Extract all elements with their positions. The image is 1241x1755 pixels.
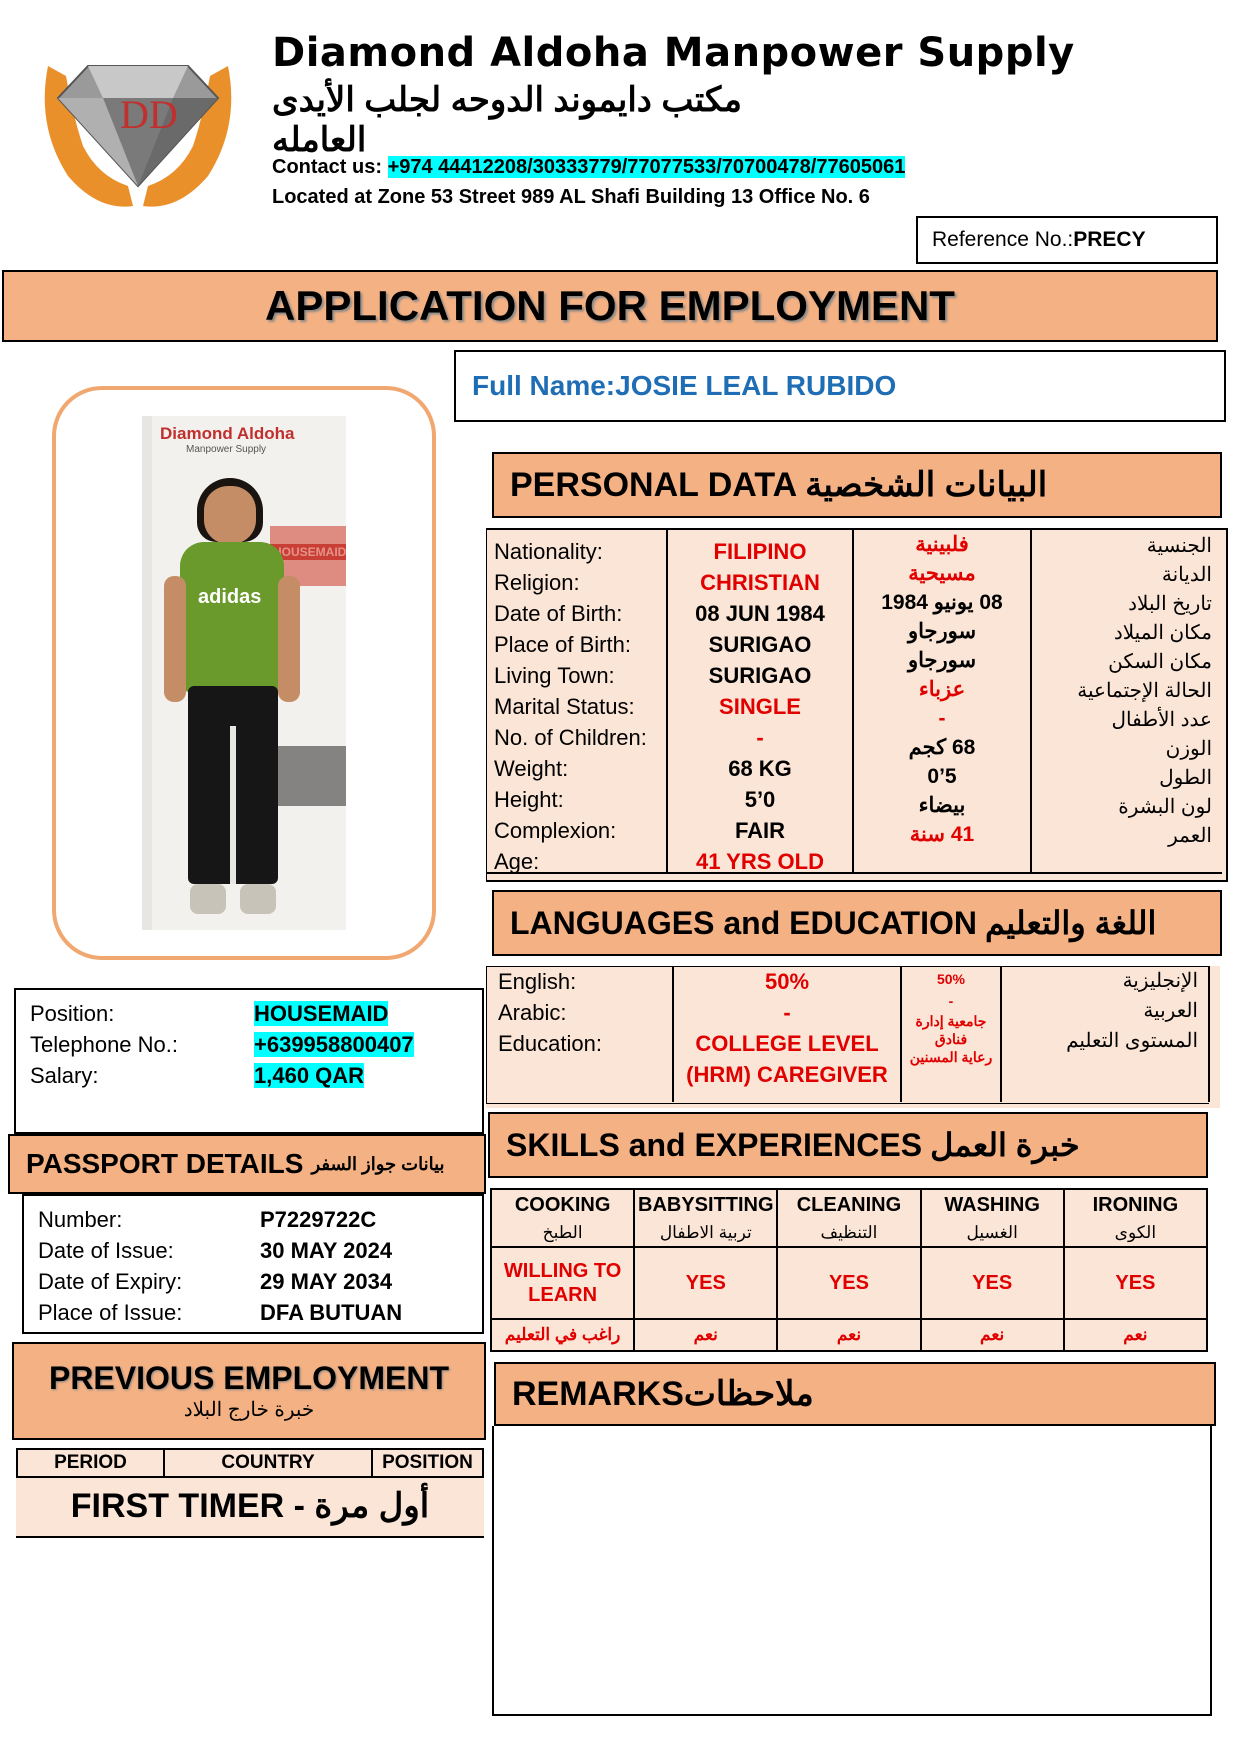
personal-label-ar: الديانة	[1161, 564, 1212, 586]
personal-value: 08 JUN 1984	[695, 601, 825, 626]
personal-label-ar: مكان الميلاد	[1113, 622, 1212, 644]
passport-value: 30 MAY 2024	[260, 1238, 393, 1263]
previous-header-row	[16, 1448, 484, 1478]
previous-employment-title-bar	[12, 1342, 486, 1440]
language-value: (HRM) CAREGIVER	[686, 1062, 888, 1087]
languages-title-ar: اللغة والتعليم	[984, 905, 1157, 941]
personal-value: SURIGAO	[708, 663, 812, 688]
language-value: COLLEGE LEVEL	[695, 1031, 879, 1056]
personal-label: Height:	[494, 787, 564, 812]
skill-value: YES	[1064, 1247, 1207, 1319]
passport-value: 29 MAY 2034	[260, 1269, 393, 1294]
country-header: COUNTRY	[165, 1450, 373, 1476]
skills-row	[491, 1319, 1207, 1351]
telephone-row	[30, 1029, 482, 1060]
skill-name: CLEANING	[777, 1189, 920, 1220]
personal-value-ar: مسيحية	[908, 562, 976, 585]
personal-label: Weight:	[494, 756, 569, 781]
company-name-en: Diamond Aldoha Manpower Supply	[272, 30, 1075, 76]
personal-label-ar: عدد الأطفال	[1111, 709, 1212, 731]
personal-value-ar: 5’0	[927, 765, 957, 788]
application-title: APPLICATION FOR EMPLOYMENT	[265, 282, 955, 329]
skill-value-ar: نعم	[634, 1319, 777, 1351]
personal-value: SURIGAO	[708, 632, 812, 657]
languages-labels	[498, 966, 602, 1059]
skill-value: YES	[921, 1247, 1064, 1319]
person-right-shoe	[240, 884, 276, 914]
personal-value: -	[756, 725, 764, 750]
skill-name-ar: الطبخ	[491, 1220, 634, 1247]
personal-value: CHRISTIAN	[700, 570, 820, 595]
skills-row	[491, 1189, 1207, 1220]
personal-values	[668, 536, 852, 877]
skill-value: YES	[634, 1247, 777, 1319]
skill-value-ar: نعم	[777, 1319, 920, 1351]
language-value: -	[783, 1000, 791, 1025]
skills-table	[490, 1188, 1208, 1352]
personal-label: No. of Children:	[494, 725, 647, 750]
skill-value: YES	[777, 1247, 920, 1319]
passport-row	[38, 1297, 482, 1328]
personal-value: FILIPINO	[713, 539, 807, 564]
personal-label: Nationality:	[494, 539, 603, 564]
person-left-arm	[164, 576, 186, 702]
language-label-ar: المستوى التعليم	[1066, 1030, 1198, 1052]
personal-value: 68 KG	[728, 756, 792, 781]
passport-label: Place of Issue:	[38, 1300, 183, 1325]
skill-value-ar: راغب في التعليم	[491, 1319, 634, 1351]
skill-value: WILLING TO LEARN	[491, 1247, 634, 1319]
personal-data-title-ar: البيانات الشخصية	[805, 466, 1048, 504]
address-line: Located at Zone 53 Street 989 AL Shafi Building 13 Office No. 6	[272, 186, 870, 208]
person-pants-gap	[230, 726, 236, 884]
passport-row	[38, 1266, 482, 1297]
passport-label: Date of Issue:	[38, 1238, 174, 1263]
reference-value: PRECY	[1073, 228, 1146, 251]
remarks-box	[492, 1426, 1212, 1716]
skills-row	[491, 1220, 1207, 1247]
contact-label: Contact us:	[272, 156, 388, 178]
period-header: PERIOD	[18, 1450, 165, 1476]
skill-name-ar: الكوى	[1064, 1220, 1207, 1247]
salary-label: Salary:	[30, 1063, 99, 1088]
position-value: HOUSEMAID	[254, 1001, 389, 1026]
languages-table	[486, 966, 1220, 1108]
personal-value: FAIR	[734, 818, 786, 843]
skill-name-ar: التنظيف	[777, 1220, 920, 1247]
language-value: 50%	[764, 969, 810, 994]
personal-value-ar: 68 كجم	[908, 736, 976, 759]
skill-name: IRONING	[1064, 1189, 1207, 1220]
previous-employment-title-en: PREVIOUS EMPLOYMENT	[48, 1360, 450, 1396]
personal-label-ar: لون البشرة	[1118, 796, 1212, 818]
passport-row	[38, 1204, 482, 1235]
contact-line	[272, 156, 905, 179]
skills-grid	[490, 1188, 1208, 1352]
languages-values-ar	[902, 968, 1000, 1066]
reference-box	[916, 216, 1218, 264]
passport-box	[22, 1194, 484, 1334]
language-value-ar: رعاية المسنين	[909, 1049, 993, 1065]
language-label: Education:	[498, 1031, 602, 1056]
personal-label-ar: تاريخ البلاد	[1128, 593, 1212, 615]
language-label-ar: العربية	[1143, 1000, 1198, 1022]
personal-label-ar: الطول	[1159, 767, 1212, 789]
personal-value-ar: سورجاو	[907, 649, 977, 672]
personal-label: Place of Birth:	[494, 632, 631, 657]
skill-name-ar: الغسيل	[921, 1220, 1064, 1247]
full-name-label: Full Name:	[472, 370, 616, 401]
personal-values-ar	[854, 530, 1030, 849]
languages-values	[674, 966, 900, 1090]
personal-data-title-en: PERSONAL DATA	[510, 465, 798, 504]
personal-data-title-bar	[492, 452, 1222, 518]
skill-name-ar: تربية الاطفال	[634, 1220, 777, 1247]
full-name-box	[454, 350, 1226, 422]
passport-value: P7229722C	[260, 1207, 377, 1232]
language-value-ar: -	[948, 993, 954, 1009]
contact-numbers: +974 44412208/30333779/77077533/70700478/77605061	[387, 156, 906, 178]
personal-label: Marital Status:	[494, 694, 635, 719]
skills-row	[491, 1247, 1207, 1319]
passport-title-ar: بيانات جواز السفر	[311, 1153, 445, 1174]
languages-labels-ar	[1002, 966, 1198, 1056]
passport-label: Date of Expiry:	[38, 1269, 183, 1294]
personal-label-ar: الجنسية	[1146, 535, 1212, 557]
skill-name: WASHING	[921, 1189, 1064, 1220]
personal-value-ar: 41 سنة	[909, 823, 975, 846]
position-row	[30, 998, 482, 1029]
applicant-photo	[142, 416, 346, 930]
banner-dark-block	[270, 746, 346, 806]
person-left-shoe	[190, 884, 226, 914]
personal-value: 5’0	[744, 787, 776, 812]
personal-label: Religion:	[494, 570, 580, 595]
personal-value-ar: 08 يونيو 1984	[881, 591, 1003, 614]
passport-title-en: PASSPORT DETAILS	[26, 1148, 304, 1179]
salary-row	[30, 1060, 482, 1091]
personal-value-ar: سورجاو	[907, 620, 977, 643]
previous-bottom-rule	[16, 1536, 484, 1538]
shirt-logo-text: adidas	[198, 586, 262, 608]
personal-label: Complexion:	[494, 818, 617, 843]
language-label-ar: الإنجليزية	[1122, 970, 1198, 992]
full-name-value: JOSIE LEAL RUBIDO	[615, 370, 897, 401]
personal-value-ar: فلبينية	[915, 533, 969, 556]
language-value-ar: 50%	[936, 971, 966, 987]
telephone-label: Telephone No.:	[30, 1032, 178, 1057]
previous-employment-title-ar: خبرة خارج البلاد	[183, 1399, 315, 1421]
personal-value-ar: عزباء	[918, 678, 966, 701]
personal-value-ar: -	[938, 707, 946, 730]
personal-label-ar: الحالة الإجتماعية	[1077, 680, 1212, 702]
previous-employment-value: FIRST TIMER - أول مرة	[70, 1487, 430, 1525]
skill-value-ar: نعم	[921, 1319, 1064, 1351]
passport-label: Number:	[38, 1207, 123, 1232]
passport-title-bar	[8, 1134, 486, 1194]
skills-title-bar	[488, 1112, 1208, 1178]
skills-title-ar: خبرة العمل	[930, 1127, 1080, 1163]
languages-title-en: LANGUAGES and EDUCATION	[510, 904, 977, 941]
reference-label: Reference No.:	[932, 228, 1074, 251]
remarks-title-en: REMARKS	[512, 1374, 684, 1413]
personal-label: Living Town:	[494, 663, 615, 688]
skill-name: BABYSITTING	[634, 1189, 777, 1220]
languages-title-bar	[492, 890, 1222, 956]
previous-employment-table	[16, 1448, 484, 1538]
logo-letters: DD	[120, 92, 178, 137]
banner-subtitle: Manpower Supply	[186, 444, 267, 455]
personal-label-ar: العمر	[1168, 825, 1212, 847]
company-logo	[28, 36, 248, 214]
person-face	[204, 486, 256, 544]
personal-label: Date of Birth:	[494, 601, 623, 626]
remarks-title-bar	[494, 1362, 1216, 1426]
skill-value-ar: نعم	[1064, 1319, 1207, 1351]
personal-value: 41 YRS OLD	[696, 849, 824, 874]
personal-data-table	[486, 528, 1228, 882]
remarks-title-ar: ملاحظات	[683, 1375, 814, 1413]
personal-labels	[494, 536, 647, 877]
language-value-ar: جامعية إدارة فنادق	[915, 1013, 987, 1047]
personal-value: SINGLE	[719, 694, 801, 719]
personal-label-ar: مكان السكن	[1108, 651, 1212, 673]
salary-value: 1,460 QAR	[254, 1063, 365, 1088]
person-right-arm	[278, 576, 300, 702]
personal-label: Age:	[494, 849, 540, 874]
passport-value: DFA BUTUAN	[260, 1300, 403, 1325]
position-header: POSITION	[382, 1452, 473, 1473]
language-label: Arabic:	[498, 1000, 567, 1025]
banner-title: Diamond Aldoha	[160, 424, 295, 443]
skills-title-en: SKILLS and EXPERIENCES	[506, 1126, 923, 1163]
telephone-value: +639958800407	[254, 1032, 414, 1057]
skill-name: COOKING	[491, 1189, 634, 1220]
personal-value-ar: بيضاء	[918, 794, 966, 817]
company-name-ar: مكتب دايموند الدوحه لجلب الأيدى العامله	[272, 81, 743, 159]
application-title-bar	[2, 270, 1218, 342]
language-label: English:	[498, 969, 577, 994]
position-label: Position:	[30, 1001, 115, 1026]
person-shirt	[180, 542, 284, 692]
personal-label-ar: الوزن	[1165, 738, 1212, 760]
position-box	[14, 988, 484, 1134]
passport-row	[38, 1235, 482, 1266]
personal-labels-ar	[1032, 532, 1212, 851]
languages-col-divider-4	[1208, 966, 1210, 1102]
